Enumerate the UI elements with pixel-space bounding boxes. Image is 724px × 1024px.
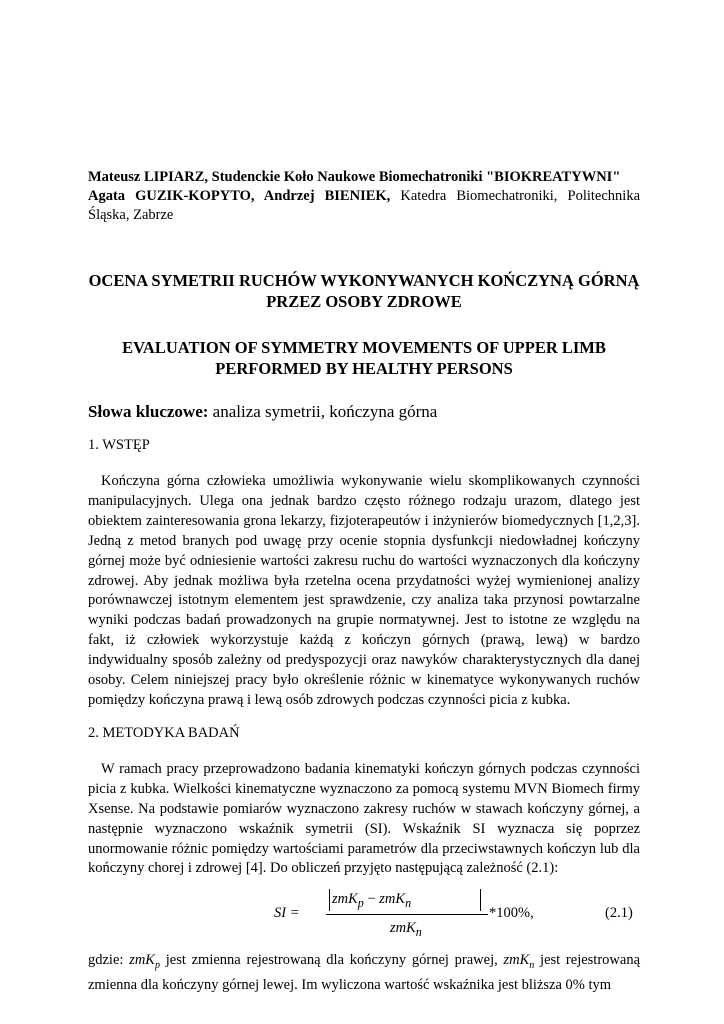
keywords-value: analiza symetrii, kończyna górna (208, 402, 438, 421)
keywords (88, 401, 640, 423)
equation-explanation: gdzie: zmK$_p$ jest zmienna rejestrowaną dla kończyny górnej prawej, zmK$_n$ jest rejestrowaną zmienna dla kończyny górnej lewej. Im wyliczona wartość wskaźnika jest bliższa 0% tym (88, 952, 640, 994)
author-line-1: Mateusz LIPIARZ, Studenckie Koło Naukowe Biomechatroniki "BIOKREATYWNI" (88, 169, 621, 185)
title-polish: OCENA SYMETRII RUCHÓW WYKONYWANYCH KOŃCZYNĄ GÓRNĄ PRZEZ OSOBY ZDROWE (88, 271, 640, 311)
equation-lhs: SI = (274, 905, 300, 922)
keywords-label: Słowa kluczowe: (88, 402, 209, 421)
section-1-text: Kończyna górna człowieka umożliwia wykonywanie wielu skomplikowanych czynności manipulacyjnych. Ulega ona jednak bardzo często różnego rodzaju urazom, dlatego jest obiektem zainteresowania grona lekarzy, fizjoterapeutów i inżynierów biomedycznych [1,2,3]. Jedną z metod branych pod uwagę przy ocenie stopnia dysfunkcji niedowładnej kończyny górnej może być odniesienie wartości zakresu ruchu do wartości wyznaczonych dla kończyny zdrowej. Aby jednak możliwa była rzetelna ocena przydatności wyżej wymienionej analizy porównawczej istotnym elementem jest sprawdzenie, czy analiza taka przynosi powtarzalne wyniki podczas badań prowadzonych na grupie normatywnej. Jest to istotne ze względu na fakt, iż człowiek wykorzystuje każdą z kończyn górnych (prawą, lewą) w bardzo indywidualny sposób zależny od predyspozycji oraz nawyków charakterystycznych dla danej osoby. Celem niniejszej pracy było określenie różnic w kinematyce wykonywanych ruchów pomiędzy kończyna prawą i lewą osób zdrowych podczas czynności picia z kubka. (88, 473, 640, 708)
equation-denominator: zmK$_n$ (390, 920, 422, 940)
author-names-2: Agata GUZIK-KOPYTO, Andrzej BIENIEK, (88, 188, 391, 204)
paper-page (88, 168, 640, 996)
section-1-heading: 1. WSTĘP (88, 437, 150, 453)
equation-tail: *100%, (489, 905, 534, 922)
section-2-heading: 2. METODYKA BADAŃ (88, 724, 240, 741)
title-english: EVALUATION OF SYMMETRY MOVEMENTS OF UPPER LIMB PERFORMED BY HEALTHY PERSONS (122, 338, 606, 378)
equation-2-1 (88, 887, 640, 945)
author-block (88, 168, 640, 225)
fraction-bar (326, 914, 488, 915)
equation-numerator: zmK$_p$ − zmK$_n$ (332, 891, 412, 911)
section-2-text: W ramach pracy przeprowadzono badania kinematyki kończyn górnych podczas czynności picia z kubka. Wielkości kinematyczne wyznaczono za pomocą systemu MVN Biomech firmy Xsense. Na podstawie pomiarów wyznaczono zakresy ruchów w stawach kończyny górnej, a następnie wyznaczono wskaźnik symetrii (SI). Wskaźnik SI wyznacza się poprzez unormowanie różnic pomiędzy wartościami parametrów dla przeciwstawnych kończyn lub dla kończyny chorej i zdrowej [4]. Do obliczeń przyjęto następującą zależność (2.1): (88, 760, 640, 877)
author-affiliation: Katedra Biomechatroniki, Politechnika Śląska, Zabrze (88, 188, 641, 223)
equation-number: (2.1) (605, 905, 633, 922)
